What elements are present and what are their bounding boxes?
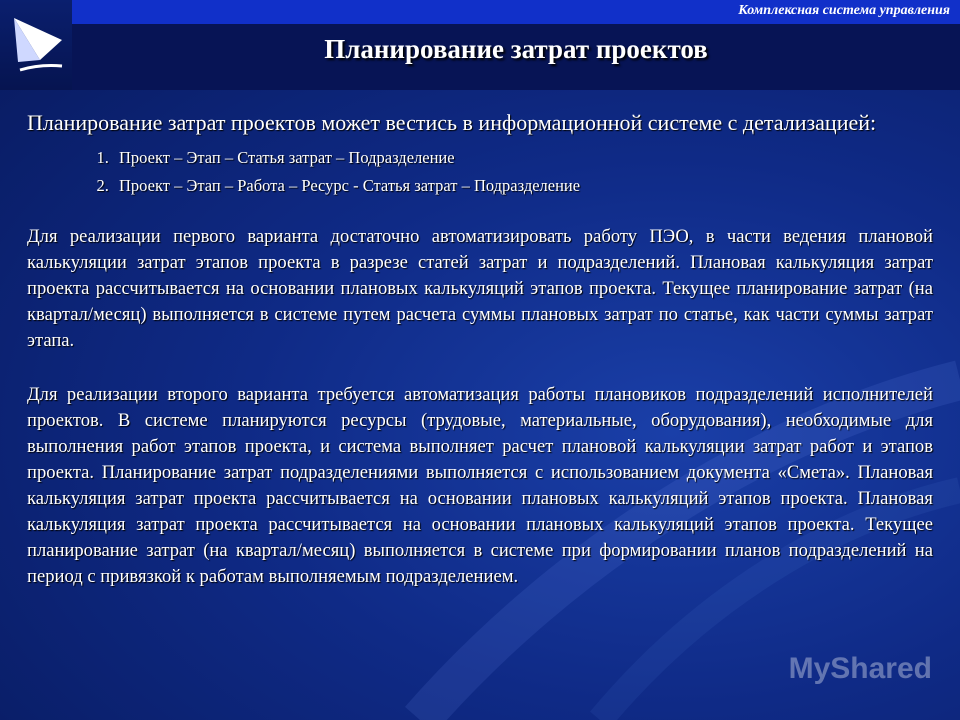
sail-logo-icon: [0, 0, 72, 90]
list-item: 1. Проект – Этап – Статья затрат – Подразделение: [113, 144, 933, 172]
paragraph-variant-2: Для реализации второго варианта требуется автоматизация работы плановиков подразделений исполнителей проектов. В системе планируются ресурсы (трудовые, материальные, оборудования), необходимые для выполнения работ этапов проекта, и система выполняет расчет плановой калькуляции затрат работ и этапов проекта. Планирование затрат подразделениями выполняется с использованием документа «Смета». Плановая калькуляция затрат проекта рассчитывается на основании плановых калькуляций этапов проекта. Плановая калькуляция затрат проекта рассчитывается на основании плановых калькуляций этапов проекта. Текущее планирование затрат (на квартал/месяц) выполняется в системе при формировании планов подразделений на период с привязкой к работам выполняемым подразделением.: [27, 384, 933, 587]
lead-text: Планирование затрат проектов может вестись в информационной системе с детализацией:: [27, 110, 877, 135]
paragraph-variant-1: Для реализации первого варианта достаточно автоматизировать работу ПЭО, в части ведения плановой калькуляции затрат этапов проекта в разрезе статей затрат и подразделений. Плановая калькуляция затрат проекта рассчитывается на основании плановых калькуляций этапов проекта. Текущее планирование затрат (на квартал/месяц) выполняется в системе путем расчета суммы плановых затрат по статье, как части суммы затрат этапа.: [27, 226, 933, 351]
list-item: 2. Проект – Этап – Работа – Ресурс - Статья затрат – Подразделение: [113, 172, 933, 200]
detail-levels-list: [27, 144, 933, 200]
slide-content: [27, 110, 933, 590]
page-title: Планирование затрат проектов: [324, 34, 708, 64]
company-logo: [0, 0, 72, 90]
watermark: MyShared: [788, 652, 932, 685]
system-label: Комплексная система управления: [738, 3, 950, 18]
top-strip: [72, 0, 960, 24]
